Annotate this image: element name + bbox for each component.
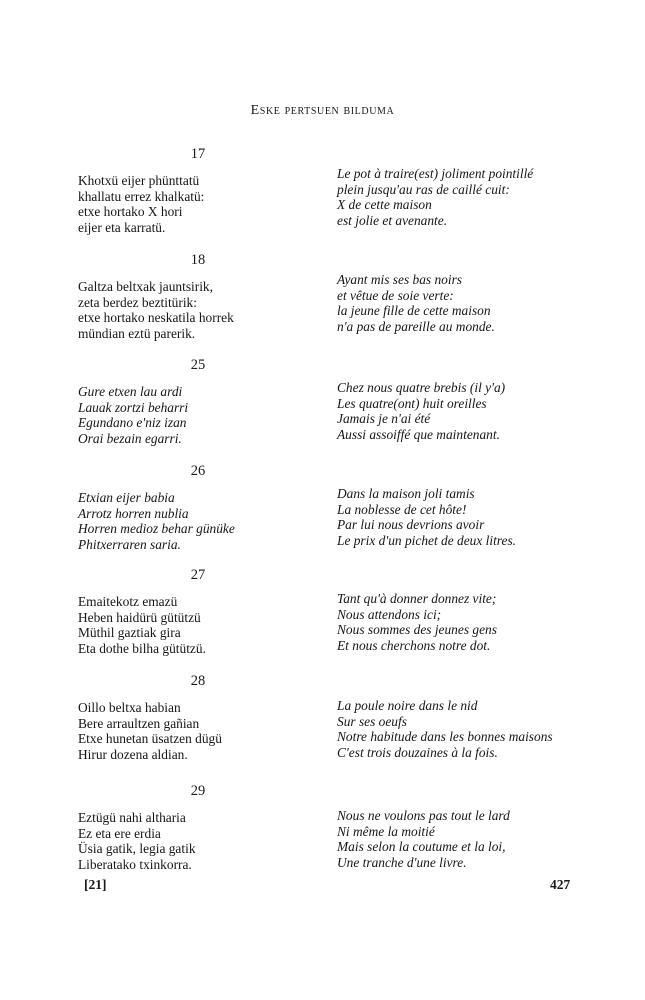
verse-line: Horren medioz behar günüke [78, 521, 235, 537]
verse-line: Galtza beltxak jauntsirik, [78, 279, 213, 294]
verse-line: zeta berdez beztitürik: [78, 294, 197, 310]
basque-verse [78, 700, 222, 763]
translation-line: Les quatre(ont) huit oreilles [337, 395, 487, 411]
translation-line: Dans la maison joli tamis [337, 486, 475, 501]
basque-verse [78, 810, 196, 873]
verse-line: Egundano e'niz izan [78, 415, 187, 431]
stanza-number: 28 [190, 673, 206, 689]
stanza-number: 17 [190, 146, 206, 162]
french-translation [337, 166, 533, 229]
translation-line: Notre habitude dans les bonnes maisons [337, 729, 553, 745]
translation-line: plein jusqu'au ras de caillé cuit: [337, 181, 510, 197]
french-translation [337, 591, 497, 654]
basque-verse [78, 173, 204, 236]
translation-line: La noblesse de cet hôte! [337, 501, 467, 517]
translation-line: Et nous cherchons notre dot. [337, 638, 491, 654]
stanza-number: 18 [190, 252, 206, 268]
basque-verse [78, 490, 235, 553]
translation-line: Par lui nous devrions avoir [337, 517, 485, 533]
translation-line: Ayant mis ses bas noirs [337, 272, 462, 287]
french-translation [337, 808, 510, 871]
page-signature: [21] [84, 877, 107, 892]
translation-line: Nous sommes des jeunes gens [337, 622, 497, 638]
translation-line: C'est trois douzaines à la fois. [337, 745, 498, 761]
translation-line: Le pot à traire(est) joliment pointillé [337, 166, 534, 181]
basque-verse [78, 279, 234, 342]
translation-line: Mais selon la coutume et la loi, [337, 839, 506, 855]
verse-line: Gure etxen lau ardi [78, 384, 183, 399]
verse-line: Etxian eijer babia [78, 490, 175, 505]
verse-line: Üsia gatik, legia gatik [78, 841, 196, 857]
translation-line: Une tranche d'une livre. [337, 855, 467, 871]
verse-line: Khotxü eijer phünttatü [78, 173, 200, 188]
translation-line: est jolie et avenante. [337, 213, 448, 229]
verse-line: Eztügü nahi altharia [78, 810, 186, 825]
running-head: Eske pertsuen bilduma [250, 103, 395, 118]
french-translation [337, 272, 495, 335]
verse-line: Phitxerraren saria. [78, 537, 181, 553]
translation-line: Nous attendons ici; [337, 606, 442, 622]
page-number: 427 [550, 877, 571, 892]
stanza-number: 29 [190, 783, 206, 799]
verse-line: Liberatako txinkorra. [78, 857, 192, 873]
french-translation [337, 698, 553, 761]
verse-line: Etxe hunetan üsatzen dügü [78, 731, 222, 747]
verse-line: eijer eta karratü. [78, 220, 166, 236]
french-translation [337, 380, 505, 443]
verse-line: Eta dothe bilha gütützü. [78, 641, 206, 657]
verse-line: etxe hortako X hori [78, 204, 183, 220]
translation-line: La poule noire dans le nid [337, 698, 478, 713]
verse-line: Ez eta ere erdia [78, 825, 161, 841]
translation-line: Aussi assoiffé que maintenant. [337, 427, 500, 443]
basque-verse [78, 384, 188, 447]
translation-line: Le prix d'un pichet de deux litres. [337, 533, 517, 549]
verse-line: etxe hortako neskatila horrek [78, 310, 234, 326]
verse-line: khallatu errez khalkatü: [78, 188, 205, 204]
translation-line: Ni même la moitié [337, 823, 435, 839]
verse-line: Oillo beltxa habian [78, 700, 181, 715]
verse-line: Müthil gaztiak gira [78, 625, 181, 641]
translation-line: Sur ses oeufs [337, 713, 407, 729]
stanza-number: 27 [190, 567, 206, 583]
translation-line: X de cette maison [337, 197, 432, 213]
basque-verse [78, 594, 206, 657]
verse-line: Bere arraultzen gañian [78, 715, 200, 731]
verse-line: Hirur dozena aldian. [78, 747, 188, 763]
translation-line: et vêtue de soie verte: [337, 287, 454, 303]
translation-line: la jeune fille de cette maison [337, 303, 491, 319]
translation-line: Nous ne voulons pas tout le lard [337, 808, 510, 823]
verse-line: Arrotz horren nublia [78, 505, 189, 521]
verse-line: Heben haidürü gütützü [78, 609, 201, 625]
verse-line: Lauak zortzi beharri [78, 399, 189, 415]
french-translation [337, 486, 516, 549]
verse-line: Orai bezain egarri. [78, 431, 182, 447]
translation-line: Jamais je n'ai été [337, 411, 431, 427]
stanza-number: 26 [190, 463, 206, 479]
verse-line: Emaitekotz emazü [78, 594, 178, 609]
verse-line: mündian eztü parerik. [78, 326, 196, 342]
translation-line: n'a pas de pareille au monde. [337, 319, 495, 335]
translation-line: Chez nous quatre brebis (il y'a) [337, 380, 506, 395]
stanza-number: 25 [190, 357, 206, 373]
translation-line: Tant qu'à donner donnez vite; [337, 591, 497, 606]
